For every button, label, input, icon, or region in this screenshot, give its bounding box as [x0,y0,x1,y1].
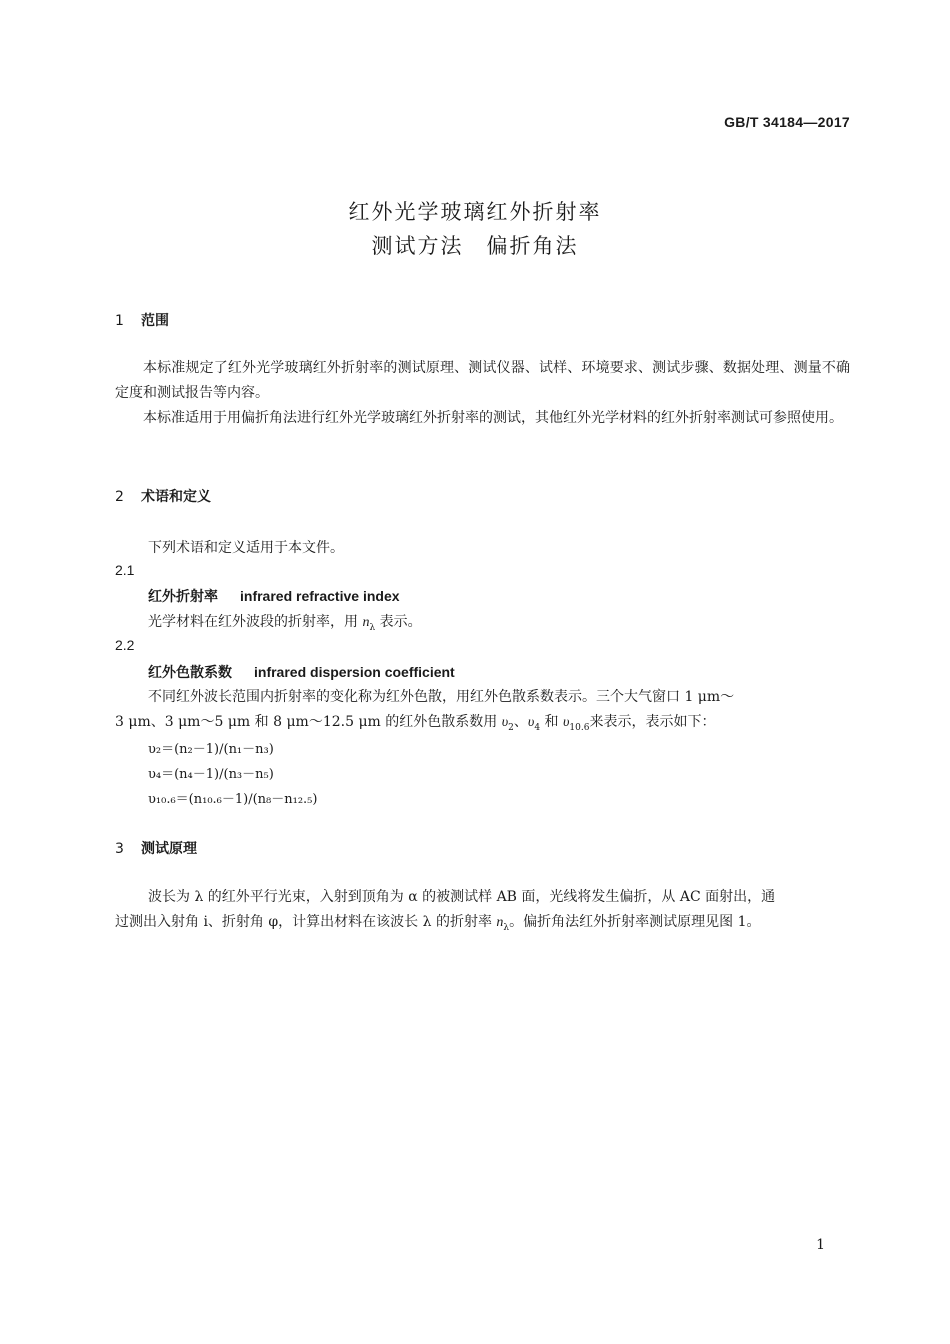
paragraph-text: 过测出入射角 i、折射角 φ，计算出材料在该波长 λ 的折射率 [115,914,497,930]
symbol-upsilon: υ [562,715,570,730]
section-2-heading [115,486,211,506]
section-title: 测试原理 [141,841,197,857]
term-2-1-definition [148,611,422,633]
term-name-cn: 红外折射率 [148,589,218,605]
page-number: 1 [816,1237,825,1253]
section-title: 术语和定义 [141,489,211,505]
formula-upsilon-10-6: υ₁₀.₆＝(n₁₀.₆－1)/(n₈－n₁₂.₅) [148,792,318,807]
symbol-subscript: λ [503,922,510,933]
section-1-heading [115,310,169,330]
symbol-subscript: 4 [534,722,541,733]
symbol-subscript: 2 [508,722,514,733]
term-name-en: infrared dispersion coefficient [254,664,455,680]
paragraph-text: 。偏折角法红外折射率测试原理见图 1。 [509,914,761,930]
term-2-2-definition-line2 [115,711,715,733]
section-number: 1 [115,313,124,329]
formula-upsilon-2: υ₂＝(n₂－1)/(n₁－n₃) [148,742,274,757]
term-name-en: infrared refractive index [240,588,400,604]
document-title-line1: 红外光学玻璃红外折射率 [348,200,602,224]
standard-number: GB/T 34184—2017 [724,114,850,130]
section-2-intro: 下列术语和定义适用于本文件。 [148,540,344,556]
definition-text: 表示。 [375,614,422,630]
term-2-2-name [148,662,455,682]
symbol-upsilon: υ [501,715,509,730]
section-1-paragraph-2: 本标准适用于用偏折角法进行红外光学玻璃红外折射率的测试，其他红外光学材料的红外折射率测试可参照使用。 [143,410,843,426]
term-2-2-definition-line1: 不同红外波长范围内折射率的变化称为红外色散，用红外色散系数表示。三个大气窗口 1 μm～ [148,689,735,705]
section-title: 范围 [141,313,169,329]
formula-upsilon-4: υ₄＝(n₄－1)/(n₃－n₅) [148,767,274,782]
term-2-1-number: 2.1 [115,562,135,578]
section-3-paragraph-line1: 波长为 λ 的红外平行光束，入射到顶角为 α 的被测试样 AB 面，光线将发生偏折，从 AC 面射出，通 [148,889,776,905]
section-number: 3 [115,841,124,857]
symbol-upsilon: υ [527,715,535,730]
symbol-n: n [362,615,370,630]
definition-text: 和 [540,714,563,730]
definition-text: 3 μm、3 μm～5 μm 和 8 μm～12.5 μm 的红外色散系数用 [115,714,502,730]
symbol-n: n [496,915,504,930]
definition-text: 、 [513,714,528,730]
section-3-heading [115,838,197,858]
section-3-paragraph-line2 [115,911,760,933]
symbol-subscript: 10.6 [569,722,590,733]
definition-text: 来表示，表示如下： [589,714,716,730]
section-number: 2 [115,489,124,505]
definition-text: 光学材料在红外波段的折射率，用 [148,614,363,630]
document-title-line2: 测试方法 偏折角法 [371,234,579,258]
term-name-cn: 红外色散系数 [148,665,232,681]
term-2-2-number: 2.2 [115,637,135,653]
term-2-1-name [148,586,400,606]
section-1-paragraph-1: 本标准规定了红外光学玻璃红外折射率的测试原理、测试仪器、试样、环境要求、测试步骤、数据处理、测量不确定度和测试报告等内容。 [115,360,850,401]
symbol-subscript: λ [369,622,376,633]
